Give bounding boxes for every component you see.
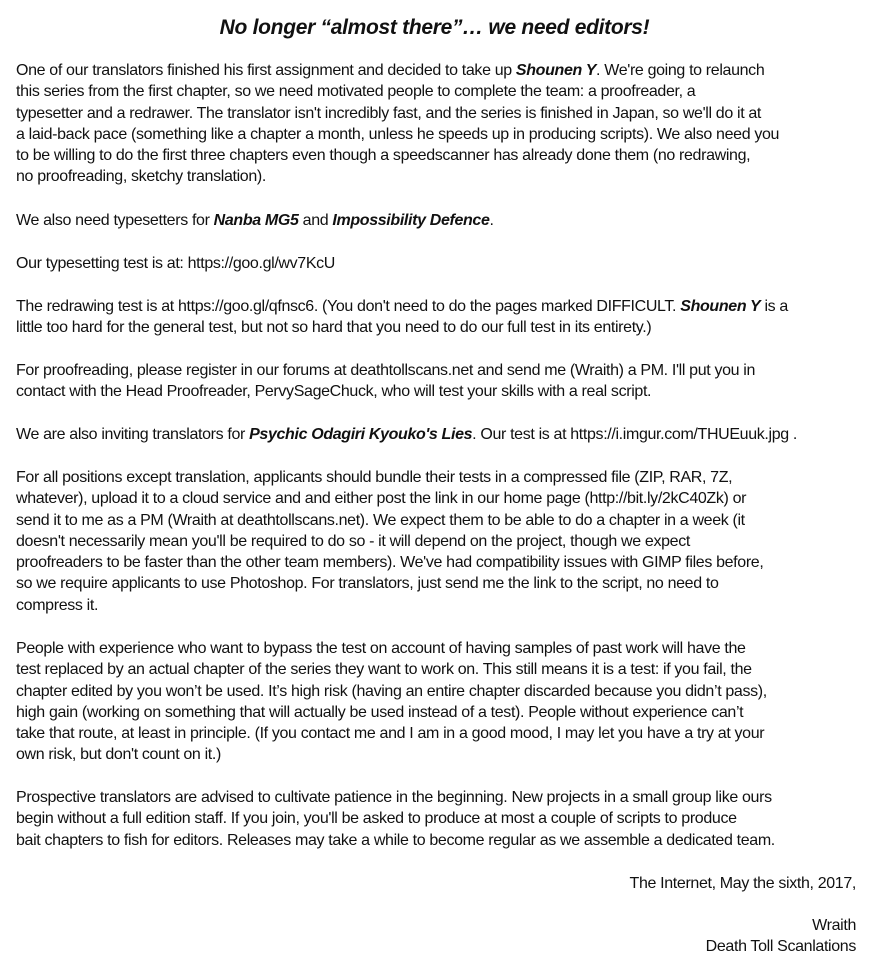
paragraph-patience-advice (16, 787, 861, 851)
text-line: no proofreading, sketchy translation). (16, 168, 266, 186)
series-title: Psychic Odagiri Kyouko's Lies (249, 426, 473, 443)
text-line: send it to me as a PM (Wraith at deathtollscans.net). We expect them to be able to do a chapter in a week (it (16, 511, 745, 529)
signature-block (706, 915, 856, 958)
paragraph-typesetting-test (16, 253, 861, 274)
signature-name: Wraith (812, 917, 856, 934)
page-title: No longer “almost there”… we need editors! (219, 16, 650, 39)
text-line: whatever), upload it to a cloud service and and either post the link in our home page (http://bit.ly/2kC40Zk) or (16, 490, 747, 508)
text-line: We also need typesetters for Nanba MG5 and Impossibility Defence. (16, 212, 494, 229)
paragraph-shounen-y-relaunch (16, 60, 861, 188)
text-line: Our typesetting test is at: https://goo.gl/wv7KcU (16, 255, 336, 272)
text-line: For proofreading, please register in our forums at deathtollscans.net and send me (Wraith) a PM. I'll put you in (16, 362, 756, 379)
text-line: Prospective translators are advised to cultivate patience in the beginning. New projects in a small group like ours (16, 789, 772, 806)
text-line: People with experience who want to bypass the test on account of having samples of past work will have the (16, 640, 746, 657)
series-title: Impossibility Defence (332, 212, 490, 229)
text-line: One of our translators finished his first assignment and decided to take up Shounen Y. We're going to relaunch (16, 62, 765, 79)
text-line: bait chapters to fish for editors. Releases may take a while to become regular as we assemble a dedicated team. (16, 831, 775, 849)
text-line: this series from the first chapter, so we need motivated people to complete the team: a proofreader, a (16, 83, 696, 101)
text-line: contact with the Head Proofreader, PervySageChuck, who will test your skills with a real script. (16, 383, 652, 401)
text-line: little too hard for the general test, but not so hard that you need to do our full test in its entirety.) (16, 319, 652, 337)
paragraph-proofreading (16, 360, 861, 403)
text-line: begin without a full edition staff. If you join, you'll be asked to produce at most a couple of scripts to produce (16, 810, 737, 828)
signature-group: Death Toll Scanlations (705, 938, 856, 956)
paragraph-redrawing-test (16, 296, 861, 339)
text-line: chapter edited by you won’t be used. It’s high risk (having an entire chapter discarded because you didn’t pass), (16, 682, 767, 700)
series-title: Shounen Y (680, 298, 761, 315)
text-line: a laid-back pace (something like a chapter a month, unless he speeds up in producing scripts). We also need you (16, 125, 780, 143)
series-title: Shounen Y (515, 62, 597, 79)
text-line: own risk, but don't count on it.) (16, 746, 221, 764)
series-title: Nanba MG5 (213, 212, 299, 229)
text-line: test replaced by an actual chapter of the series they want to work on. This still means it is a test: if you fail, the (16, 661, 752, 679)
dateline-text: The Internet, May the sixth, 2017, (629, 875, 856, 892)
text-line: We are also inviting translators for Psychic Odagiri Kyouko's Lies. Our test is at https://i.imgur.com/THUEuuk.jpg . (16, 426, 798, 443)
text-line: to be willing to do the first three chapters even though a speedscanner has already done them (no redrawing, (16, 147, 751, 165)
text-line: For all positions except translation, applicants should bundle their tests in a compressed file (ZIP, RAR, 7Z, (16, 469, 733, 486)
dateline (630, 873, 856, 894)
text-line: proofreaders to be faster than the other team members). We've had compatibility issues with GIMP files before, (16, 554, 764, 572)
paragraph-translators-invite (16, 424, 861, 445)
paragraph-submission-instructions (16, 467, 861, 616)
text-line: The redrawing test is at https://goo.gl/qfnsc6. (You don't need to do the pages marked DIFFICULT. Shounen Y is a (16, 298, 788, 315)
text-line: so we require applicants to use Photoshop. For translators, just send me the link to the script, no need to (16, 575, 719, 593)
paragraph-experienced-applicants (16, 638, 861, 766)
text-line: typesetter and a redrawer. The translator isn't incredibly fast, and the series is finished in Japan, so we'll do it at (16, 104, 762, 122)
text-line: take that route, at least in principle. (If you contact me and I am in a good mood, I may let you have a try at your (16, 725, 765, 743)
text-line: compress it. (16, 596, 99, 614)
text-line: high gain (working on something that will actually be used instead of a test). People without experience can’t (16, 703, 744, 721)
text-line: doesn't necessarily mean you'll be required to do so - it will depend on the project, though we expect (16, 532, 690, 550)
paragraph-typesetters-needed (16, 210, 861, 231)
